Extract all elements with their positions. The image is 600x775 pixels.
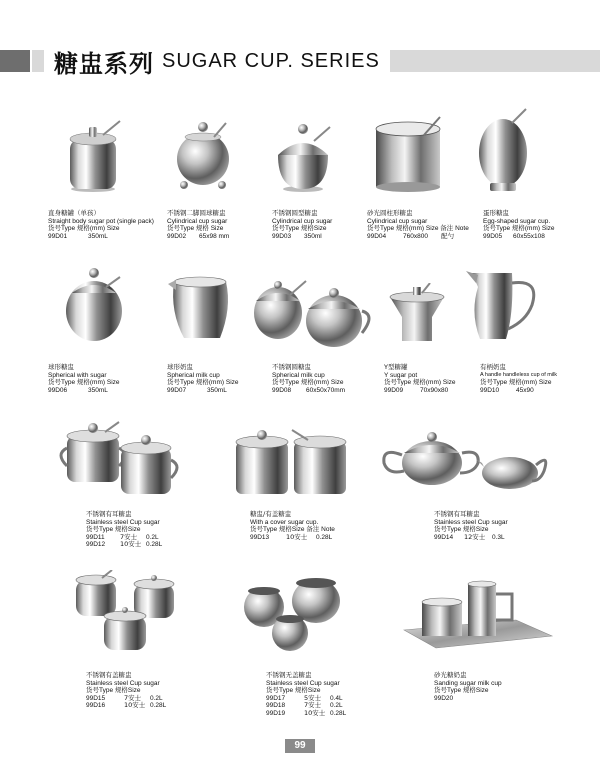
product-caption-99d07: 球形奶盅 Spherical milk cup 货号Type 规格(mm) Size 99D07 350mL	[167, 363, 239, 394]
product-image-99d01	[58, 115, 128, 195]
product-row: 99D12 10安士 0.28L	[86, 540, 163, 549]
product-row: 99D08 60x50x70mm	[272, 386, 346, 394]
page-title	[44, 44, 390, 78]
product-row: 99D18 7安士 0.2L	[266, 701, 343, 710]
product-image-99d10	[466, 263, 544, 345]
product-row: 99D01 350mL	[48, 232, 108, 240]
product-image-99d05	[468, 105, 538, 195]
product-caption-99d05: 蛋形糖盅 Egg-shaped sugar cup. 货号Type 规格(mm) Size 99D05 60x55x108	[483, 209, 555, 240]
product-caption-99d11-99d12: 不锈钢有耳糖盅 Stainless steel Cup sugar 货号Type 规格Size 99D11 7安士 0.2L 99D12 10安士 0.28L	[86, 510, 163, 549]
product-caption-99d08: 不锈钢圆糖盅 Spherical milk cup 货号Type 规格(mm) Size 99D08 60x50x70mm	[272, 363, 346, 394]
product-row: 99D05 60x55x108	[483, 232, 545, 240]
product-image-99d15-99d16	[72, 570, 182, 654]
product-caption-99d02: 不锈钢二脚圆球糖盅 Cylindrical cup sugar 货号Type 规格 Size 99D02 65x98 mm	[167, 209, 230, 240]
product-image-99d20	[396, 580, 556, 652]
product-image-99d06	[58, 263, 130, 345]
product-row: 99D04 760x800 配勺	[367, 231, 454, 240]
product-image-99d13	[232, 428, 352, 498]
product-image-99d17-99d19	[242, 575, 342, 653]
header-dark-bar	[0, 50, 30, 72]
product-caption-99d06: 球形糖盅 Spherical with sugar 货号Type 规格(mm) Size 99D06 350mL	[48, 363, 120, 394]
product-row: 99D14 12安士 0.3L	[434, 532, 505, 541]
product-row: 99D10 45x90	[480, 386, 534, 394]
product-row: 99D13 10安士 0.28L	[250, 532, 333, 541]
product-image-99d03	[268, 115, 338, 195]
product-row: 99D16 10安士 0.28L	[86, 701, 167, 710]
product-row: 99D06 350mL	[48, 386, 108, 394]
title-chinese: 糖盅系列	[54, 49, 154, 78]
product-caption-99d13: 糖盅/有盖糖盅 With a cover sugar cup. 货号Type 规格Size 备注 Note 99D13 10安士 0.28L	[250, 510, 335, 541]
product-image-99d02	[168, 115, 238, 195]
product-image-99d11-99d12	[55, 418, 185, 500]
product-image-99d08	[250, 275, 380, 350]
product-row: 99D03 350ml	[272, 232, 322, 240]
product-caption-99d14: 不锈钢有耳糖盅 Stainless steel Cup sugar 货号Type 规格Size 99D14 12安士 0.3L	[434, 510, 508, 541]
product-row: 99D17 5安士 0.4L	[266, 693, 343, 702]
product-row: 99D15 7安士 0.2L	[86, 693, 163, 702]
title-english: SUGAR CUP. SERIES	[162, 49, 380, 72]
product-caption-99d10: 有柄奶盅 A handle handleless cup of milk 货号Type 规格(mm) Size 99D10 45x90	[480, 363, 558, 394]
product-image-99d09	[386, 283, 448, 345]
product-caption-99d04: 砂光圆柱形糖盅 Cylindrical cup sugar 货号Type 规格(mm) Size 备注 Note 99D04 760x800 配勺	[367, 209, 469, 240]
product-caption-99d03: 不锈钢圆型糖盅 Cylindrical cup sugar 货号Type 规格Size 99D03 350ml	[272, 209, 333, 240]
product-caption-99d15-99d16: 不锈钢有盖糖盅 Stainless steel Cup sugar 货号Type 规格Size 99D15 7安士 0.2L 99D16 10安士 0.28L	[86, 671, 167, 710]
product-caption-99d17-99d19: 不锈钢无盖糖盅 Stainless steel Cup sugar 货号Type 规格Size 99D17 5安士 0.4L 99D18 7安士 0.2L 99D19 10安士 0.28L	[266, 671, 347, 717]
product-row: 99D19 10安士 0.28L	[266, 708, 347, 717]
page-number: 99	[285, 739, 315, 753]
page-header	[0, 40, 600, 80]
product-row: 99D20	[434, 694, 454, 702]
product-caption-99d01: 直身糖罐（单孩） Straight body sugar pot (single pack) 货号Type 规格(mm) Size 99D01 350mL	[48, 209, 154, 240]
product-caption-99d20: 砂光糖奶盅 Sanding sugar milk cup 货号Type 规格Size 99D20	[434, 671, 502, 702]
product-row: 99D09 70x90x80	[384, 386, 449, 394]
product-caption-99d09: Y型糖罐 Y sugar pot 货号Type 规格(mm) Size 99D09 70x90x80	[384, 363, 456, 394]
product-image-99d14	[380, 423, 550, 493]
product-row: 99D11 7安士 0.2L	[86, 532, 159, 541]
product-row: 99D02 65x98 mm	[167, 232, 230, 240]
product-image-99d04	[368, 115, 448, 195]
product-image-99d07	[166, 268, 238, 346]
product-row: 99D07 350mL	[167, 386, 227, 394]
